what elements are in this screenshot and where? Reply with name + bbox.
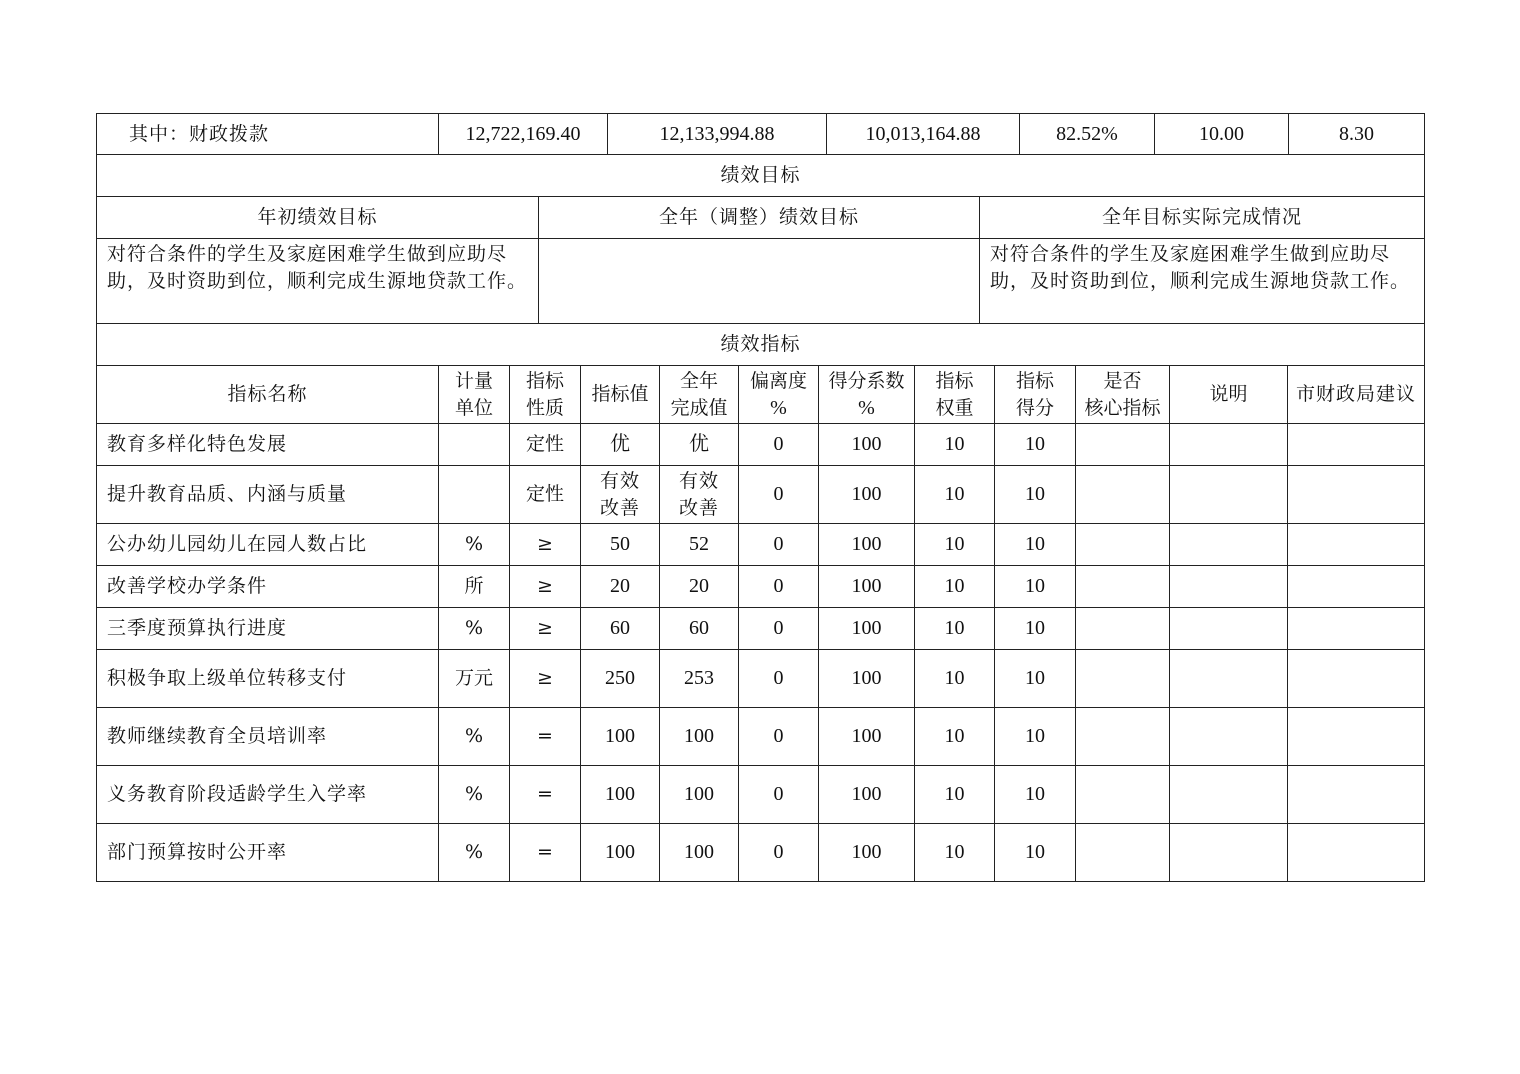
indicator-target: 100 [581, 824, 660, 882]
indicator-target: 60 [581, 608, 660, 650]
indicator-actual: 253 [660, 650, 739, 708]
indicator-deviation: 0 [739, 424, 819, 466]
indicator-advice [1288, 766, 1425, 824]
indicator-note [1170, 766, 1288, 824]
indicator-coefficient: 100 [819, 824, 915, 882]
indicator-deviation: 0 [739, 650, 819, 708]
indicator-nature: ≥ [510, 608, 581, 650]
indicator-name: 义务教育阶段适龄学生入学率 [97, 766, 439, 824]
indicator-core [1076, 708, 1170, 766]
indicator-name: 积极争取上级单位转移支付 [97, 650, 439, 708]
indicator-coefficient: 100 [819, 650, 915, 708]
indicator-score: 10 [995, 466, 1076, 524]
indicator-nature: ≥ [510, 524, 581, 566]
indicator-advice [1288, 608, 1425, 650]
col-header-deviation: 偏离度 % [739, 366, 819, 424]
indicator-unit: % [439, 608, 510, 650]
indicator-core [1076, 650, 1170, 708]
indicator-weight: 10 [915, 766, 995, 824]
col-header-actual: 全年 完成值 [660, 366, 739, 424]
indicator-unit: % [439, 524, 510, 566]
indicator-coefficient: 100 [819, 566, 915, 608]
col-header-nature: 指标 性质 [510, 366, 581, 424]
indicator-weight: 10 [915, 424, 995, 466]
table-row [97, 524, 1425, 566]
indicator-actual: 52 [660, 524, 739, 566]
table-row [97, 708, 1425, 766]
indicator-actual: 有效改善 [660, 466, 739, 524]
indicator-coefficient: 100 [819, 424, 915, 466]
indicator-score: 10 [995, 708, 1076, 766]
indicator-note [1170, 824, 1288, 882]
indicator-note [1170, 650, 1288, 708]
indicator-advice [1288, 524, 1425, 566]
table-row [97, 466, 1425, 524]
indicator-name: 改善学校办学条件 [97, 566, 439, 608]
indicator-weight: 10 [915, 608, 995, 650]
table-row [97, 824, 1425, 882]
indicator-advice [1288, 650, 1425, 708]
indicator-deviation: 0 [739, 524, 819, 566]
actual-completion-header: 全年目标实际完成情况 [980, 197, 1425, 239]
indicator-unit: % [439, 824, 510, 882]
col-header-weight: 指标 权重 [915, 366, 995, 424]
funding-executed: 10,013,164.88 [827, 114, 1020, 155]
indicator-actual: 100 [660, 708, 739, 766]
indicator-advice [1288, 708, 1425, 766]
indicator-unit [439, 466, 510, 524]
indicator-deviation: 0 [739, 766, 819, 824]
indicator-weight: 10 [915, 524, 995, 566]
indicator-nature: ≥ [510, 566, 581, 608]
indicator-name: 三季度预算执行进度 [97, 608, 439, 650]
col-header-unit: 计量 单位 [439, 366, 510, 424]
col-header-advice: 市财政局建议 [1288, 366, 1425, 424]
indicator-advice [1288, 566, 1425, 608]
indicator-coefficient: 100 [819, 708, 915, 766]
indicator-nature: = [510, 708, 581, 766]
funding-score: 8.30 [1289, 114, 1425, 155]
indicators-header-row [97, 366, 1425, 424]
indicator-score: 10 [995, 650, 1076, 708]
indicator-deviation: 0 [739, 708, 819, 766]
indicator-note [1170, 708, 1288, 766]
funding-label: 其中：财政拨款 [97, 114, 439, 155]
indicator-nature: 定性 [510, 466, 581, 524]
indicator-target: 优 [581, 424, 660, 466]
indicator-coefficient: 100 [819, 608, 915, 650]
indicator-weight: 10 [915, 566, 995, 608]
funding-row [97, 114, 1425, 155]
initial-goal-header: 年初绩效目标 [97, 197, 539, 239]
indicator-name: 部门预算按时公开率 [97, 824, 439, 882]
indicator-core [1076, 566, 1170, 608]
indicator-target: 100 [581, 708, 660, 766]
indicator-actual: 优 [660, 424, 739, 466]
indicator-note [1170, 566, 1288, 608]
indicator-target: 100 [581, 766, 660, 824]
col-header-target: 指标值 [581, 366, 660, 424]
indicator-weight: 10 [915, 708, 995, 766]
funding-adjusted-budget: 12,133,994.88 [608, 114, 827, 155]
indicator-weight: 10 [915, 466, 995, 524]
indicator-deviation: 0 [739, 566, 819, 608]
col-header-name: 指标名称 [97, 366, 439, 424]
indicator-coefficient: 100 [819, 524, 915, 566]
indicator-actual: 100 [660, 824, 739, 882]
indicator-nature: 定性 [510, 424, 581, 466]
indicator-actual: 60 [660, 608, 739, 650]
indicator-nature: ≥ [510, 650, 581, 708]
indicator-target: 有效改善 [581, 466, 660, 524]
indicator-score: 10 [995, 566, 1076, 608]
indicator-score: 10 [995, 424, 1076, 466]
adjusted-goal-header: 全年（调整）绩效目标 [539, 197, 980, 239]
indicator-unit [439, 424, 510, 466]
adjusted-goal-text [539, 239, 980, 324]
table-row [97, 650, 1425, 708]
table-row [97, 424, 1425, 466]
indicators-section-title: 绩效指标 [97, 324, 1425, 366]
table-row [97, 566, 1425, 608]
indicator-core [1076, 466, 1170, 524]
indicators-body [97, 424, 1425, 882]
indicator-note [1170, 424, 1288, 466]
indicator-coefficient: 100 [819, 766, 915, 824]
indicator-weight: 10 [915, 824, 995, 882]
indicator-nature: = [510, 766, 581, 824]
col-header-core: 是否 核心指标 [1076, 366, 1170, 424]
indicator-target: 20 [581, 566, 660, 608]
indicator-deviation: 0 [739, 608, 819, 650]
indicator-advice [1288, 824, 1425, 882]
indicator-core [1076, 824, 1170, 882]
indicator-coefficient: 100 [819, 466, 915, 524]
indicator-score: 10 [995, 766, 1076, 824]
table-row [97, 766, 1425, 824]
funding-weight: 10.00 [1155, 114, 1289, 155]
indicator-advice [1288, 424, 1425, 466]
indicator-note [1170, 608, 1288, 650]
indicator-score: 10 [995, 824, 1076, 882]
indicator-core [1076, 524, 1170, 566]
indicator-nature: = [510, 824, 581, 882]
actual-completion-text: 对符合条件的学生及家庭困难学生做到应助尽助，及时资助到位，顺利完成生源地贷款工作。 [980, 239, 1425, 324]
initial-goal-text: 对符合条件的学生及家庭困难学生做到应助尽助，及时资助到位，顺利完成生源地贷款工作。 [97, 239, 539, 324]
col-header-score: 指标 得分 [995, 366, 1076, 424]
indicator-unit: 万元 [439, 650, 510, 708]
indicator-deviation: 0 [739, 824, 819, 882]
indicator-core [1076, 766, 1170, 824]
funding-execution-rate: 82.52% [1020, 114, 1155, 155]
indicator-weight: 10 [915, 650, 995, 708]
indicator-name: 教师继续教育全员培训率 [97, 708, 439, 766]
goals-section-title: 绩效目标 [97, 155, 1425, 197]
indicators-table [96, 323, 1425, 882]
indicator-unit: 所 [439, 566, 510, 608]
indicator-note [1170, 466, 1288, 524]
indicator-unit: % [439, 766, 510, 824]
funding-initial-budget: 12,722,169.40 [439, 114, 608, 155]
indicator-name: 公办幼儿园幼儿在园人数占比 [97, 524, 439, 566]
goals-table [96, 154, 1425, 324]
indicator-name: 教育多样化特色发展 [97, 424, 439, 466]
funding-table [96, 113, 1425, 155]
col-header-coefficient: 得分系数 % [819, 366, 915, 424]
indicator-actual: 20 [660, 566, 739, 608]
indicator-deviation: 0 [739, 466, 819, 524]
col-header-note: 说明 [1170, 366, 1288, 424]
indicator-note [1170, 524, 1288, 566]
indicator-advice [1288, 466, 1425, 524]
indicator-unit: % [439, 708, 510, 766]
indicator-core [1076, 608, 1170, 650]
indicator-target: 250 [581, 650, 660, 708]
indicator-name: 提升教育品质、内涵与质量 [97, 466, 439, 524]
indicator-actual: 100 [660, 766, 739, 824]
indicator-target: 50 [581, 524, 660, 566]
indicator-core [1076, 424, 1170, 466]
indicator-score: 10 [995, 524, 1076, 566]
table-row [97, 608, 1425, 650]
indicator-score: 10 [995, 608, 1076, 650]
